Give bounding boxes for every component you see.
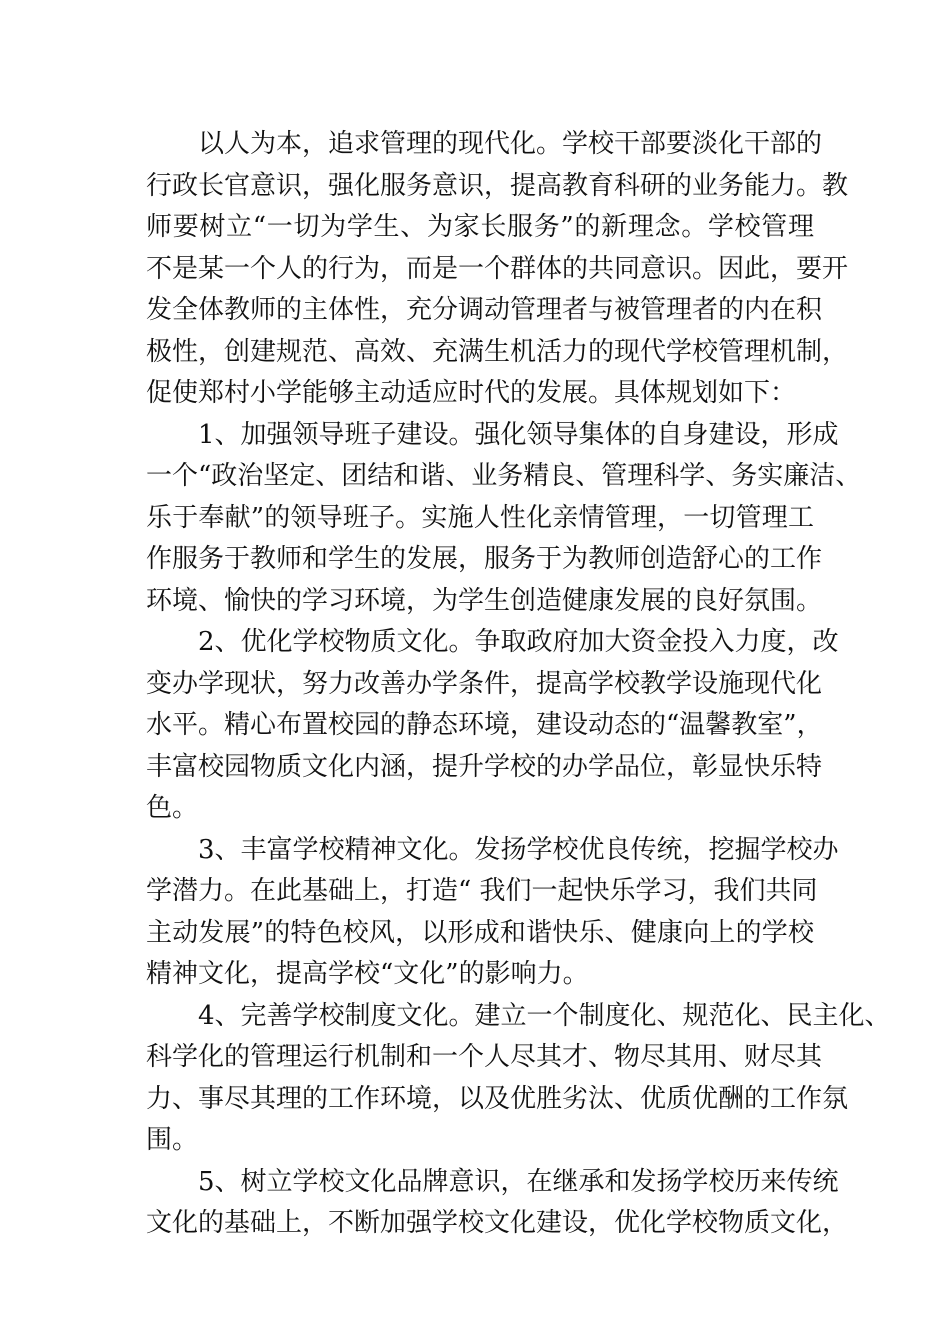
text-line: 一个“政治坚定、团结和谐、业务精良、管理科学、务实廉洁、 bbox=[146, 461, 862, 491]
text-line: 水平。精心布置校园的静态环境，建设动态的“温馨教室”， bbox=[146, 710, 823, 740]
document-page bbox=[146, 124, 891, 1245]
text-line: 科学化的管理运行机制和一个人尽其才、物尽其用、财尽其 bbox=[146, 1042, 823, 1072]
text-line: 促使郑村小学能够主动适应时代的发展。具体规划如下： bbox=[146, 378, 797, 408]
text-line: 文化的基础上，不断加强学校文化建设，优化学校物质文化， bbox=[146, 1208, 849, 1238]
text-line: 精神文化，提高学校“文化”的影响力。 bbox=[146, 959, 589, 989]
text-line: 围。 bbox=[146, 1125, 199, 1155]
text-line: 师要树立“一切为学生、为家长服务”的新理念。学校管理 bbox=[146, 212, 814, 242]
text-line: 3、丰富学校精神文化。发扬学校优良传统，挖掘学校办 bbox=[198, 834, 839, 865]
text-line: 4、完善学校制度文化。建立一个制度化、规范化、民主化、 bbox=[198, 1000, 891, 1031]
text-line: 作服务于教师和学生的发展，服务于为教师创造舒心的工作 bbox=[146, 544, 823, 574]
text-line: 环境、愉快的学习环境，为学生创造健康发展的良好氛围。 bbox=[146, 585, 823, 616]
text-line: 力、事尽其理的工作环境，以及优胜劣汰、优质优酬的工作氛 bbox=[146, 1083, 849, 1114]
text-line: 行政长官意识，强化服务意识，提高教育科研的业务能力。教 bbox=[146, 170, 849, 201]
text-line: 乐于奉献”的领导班子。实施人性化亲情管理，一切管理工 bbox=[146, 502, 814, 533]
text-line: 1、加强领导班子建设。强化领导集体的自身建设，形成 bbox=[198, 419, 839, 450]
paragraph-item-4 bbox=[146, 996, 891, 1162]
text-line: 5、树立学校文化品牌意识，在继承和发扬学校历来传统 bbox=[198, 1166, 839, 1197]
paragraph-item-1 bbox=[146, 415, 862, 623]
text-line: 丰富校园物质文化内涵，提升学校的办学品位，彰显快乐特 bbox=[146, 751, 823, 782]
text-line: 发全体教师的主体性，充分调动管理者与被管理者的内在积 bbox=[146, 295, 823, 325]
text-line: 主动发展”的特色校风，以形成和谐快乐、健康向上的学校 bbox=[146, 917, 814, 948]
paragraph-item-5 bbox=[146, 1162, 849, 1245]
text-line: 变办学现状，努力改善办学条件，提高学校教学设施现代化 bbox=[146, 668, 823, 699]
text-line: 极性，创建规范、高效、充满生机活力的现代学校管理机制， bbox=[146, 336, 849, 367]
text-line: 学潜力。在此基础上，打造“ 我们一起快乐学习，我们共同 bbox=[146, 876, 818, 906]
paragraph-intro bbox=[146, 124, 849, 415]
text-line: 不是某一个人的行为，而是一个群体的共同意识。因此，要开 bbox=[146, 253, 849, 284]
text-line: 2、优化学校物质文化。争取政府加大资金投入力度，改 bbox=[198, 627, 839, 657]
paragraph-item-2 bbox=[146, 622, 839, 830]
text-line: 色。 bbox=[146, 793, 199, 823]
paragraph-item-3 bbox=[146, 830, 839, 996]
text-line: 以人为本，追求管理的现代化。学校干部要淡化干部的 bbox=[198, 129, 823, 159]
